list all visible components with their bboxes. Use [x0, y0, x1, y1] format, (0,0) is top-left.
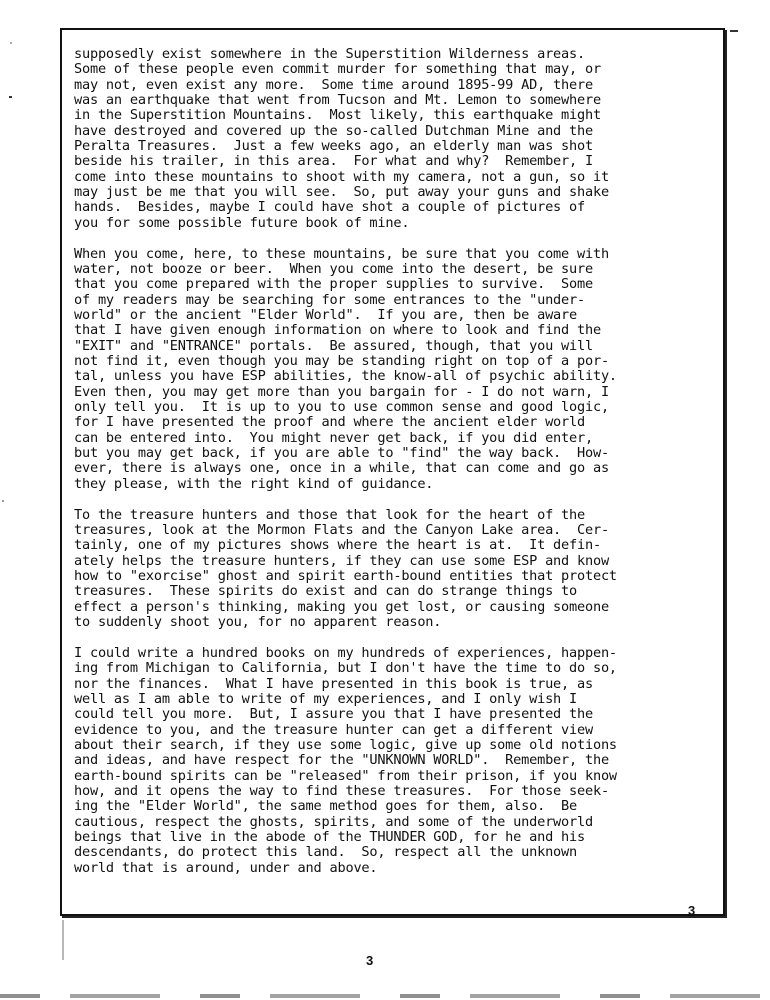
text-line: ing the "Elder World", the same method goes for them, also. Be	[74, 798, 578, 815]
text-line: evidence to you, and the treasure hunter can get a different view	[74, 721, 593, 738]
text-line: well as I am able to write of my experiences, and I only wish I	[74, 690, 578, 707]
text-line: Some of these people even commit murder for something that may, or	[74, 61, 601, 78]
text-line: To the treasure hunters and those that look for the heart of the	[74, 506, 585, 523]
text-line: Peralta Treasures. Just a few weeks ago, an elderly man was shot	[74, 138, 593, 155]
text-line: hands. Besides, maybe I could have shot a couple of pictures of	[74, 199, 585, 216]
text-line: water, not booze or beer. When you come into the desert, be sure	[74, 260, 593, 277]
text-line: of my readers may be searching for some entrances to the "under-	[74, 291, 585, 308]
text-line: have destroyed and covered up the so-called Dutchman Mine and the	[74, 122, 593, 139]
paragraph-3	[74, 508, 714, 631]
text-line: ever, there is always one, once in a while, that can come and go as	[74, 460, 609, 477]
text-line: and ideas, and have respect for the "UNKNOWN WORLD". Remember, the	[74, 752, 609, 769]
text-line: to suddenly shoot you, for no apparent reason.	[74, 614, 442, 631]
text-line: treasures. These spirits do exist and can do strange things to	[74, 583, 578, 600]
paragraph-1	[74, 47, 714, 231]
text-line: "EXIT" and "ENTRANCE" portals. Be assured, though, that you will	[74, 337, 593, 354]
body-text	[74, 47, 714, 876]
text-line: nor the finances. What I have presented in this book is true, as	[74, 675, 593, 692]
text-line: ing from Michigan to California, but I don't have the time to do so,	[74, 660, 617, 677]
text-line: cautious, respect the ghosts, spirits, and some of the underworld	[74, 813, 593, 830]
text-line: how to "exorcise" ghost and spirit earth-bound entities that protect	[74, 568, 617, 584]
text-line: but you may get back, if you are able to "find" the way back. How-	[74, 445, 609, 462]
scan-speck	[10, 42, 12, 44]
text-line: that I have given enough information on where to look and find the	[74, 322, 601, 339]
scan-edge-artifact	[0, 994, 770, 998]
text-line: come into these mountains to shoot with my camera, not a gun, so it	[74, 168, 609, 185]
text-line: about their search, if they use some logic, give up some old notions	[74, 736, 617, 753]
text-line: how, and it opens the way to find these treasures. For those seek-	[74, 782, 609, 799]
scan-speck	[62, 920, 64, 960]
scan-speck	[730, 30, 738, 32]
paragraph-2	[74, 247, 714, 493]
text-line: effect a person's thinking, making you get lost, or causing someone	[74, 598, 609, 615]
text-line: ately helps the treasure hunters, if they can use some ESP and know	[74, 552, 609, 569]
text-line: earth-bound spirits can be "released" from their prison, if you know	[74, 767, 617, 784]
text-line: was an earthquake that went from Tucson and Mt. Lemon to somewhere	[74, 92, 601, 109]
scan-speck	[9, 96, 12, 98]
text-line: only tell you. It is up to you to use common sense and good logic,	[74, 399, 609, 416]
text-line: I could write a hundred books on my hundreds of experiences, happen-	[74, 644, 617, 661]
text-line: you for some possible future book of mine.	[74, 214, 410, 231]
page-number: 3	[366, 953, 374, 968]
inner-page-number: 3	[688, 903, 696, 918]
text-line: Even then, you may get more than you bargain for - I do not warn, I	[74, 383, 609, 400]
text-line: for I have presented the proof and where the ancient elder world	[74, 414, 585, 431]
text-line: tainly, one of my pictures shows where the heart is at. It defin-	[74, 537, 601, 554]
text-line: may not, even exist any more. Some time around 1895-99 AD, there	[74, 76, 593, 93]
text-line: beings that live in the abode of the THUNDER GOD, for he and his	[74, 829, 585, 845]
text-line: beside his trailer, in this area. For what and why? Remember, I	[74, 153, 593, 170]
text-line: in the Superstition Mountains. Most likely, this earthquake might	[74, 107, 601, 124]
text-line: world that is around, under and above.	[74, 859, 378, 876]
text-line: may just be me that you will see. So, put away your guns and shake	[74, 184, 609, 201]
text-line: tal, unless you have ESP abilities, the know-all of psychic ability.	[74, 368, 617, 385]
text-line: can be entered into. You might never get back, if you did enter,	[74, 429, 593, 446]
scan-speck	[2, 500, 4, 502]
text-line: treasures, look at the Mormon Flats and the Canyon Lake area. Cer-	[74, 521, 609, 538]
text-line: could tell you more. But, I assure you that I have presented the	[74, 706, 593, 723]
text-line: not find it, even though you may be standing right on top of a por-	[74, 353, 609, 370]
text-line: world" or the ancient "Elder World". If you are, then be aware	[74, 307, 578, 323]
text-line: that you come prepared with the proper supplies to survive. Some	[74, 276, 593, 293]
text-line: supposedly exist somewhere in the Superstition Wilderness areas.	[74, 46, 585, 62]
paragraph-4	[74, 646, 714, 876]
text-line: When you come, here, to these mountains, be sure that you come with	[74, 245, 609, 262]
text-line: descendants, do protect this land. So, respect all the unknown	[74, 844, 578, 861]
text-line: they please, with the right kind of guidance.	[74, 475, 434, 492]
